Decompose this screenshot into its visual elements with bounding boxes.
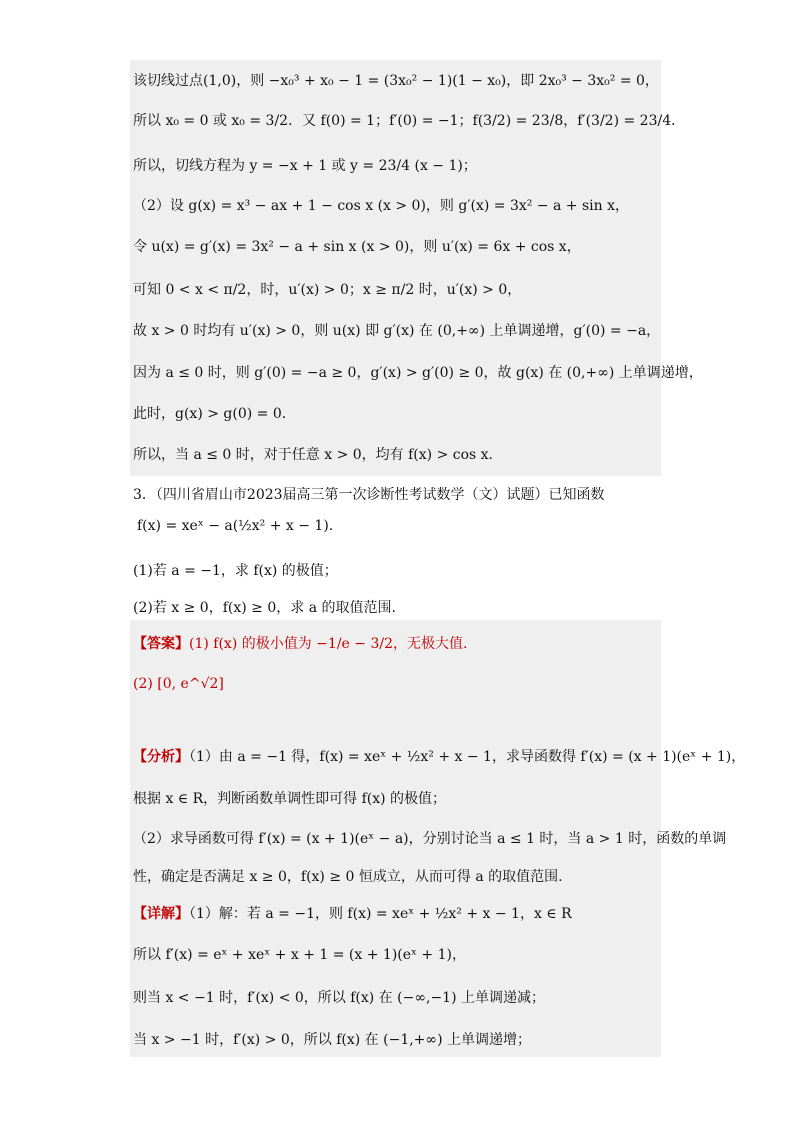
question-2: (2)若 x ≥ 0，f(x) ≥ 0，求 a 的取值范围. xyxy=(133,600,396,616)
solution-line-6: 可知 0 < x < π/2，时，u′(x) > 0；x ≥ π/2 时，u′(x) > 0， xyxy=(133,282,522,298)
detail-line-3: 则当 x < −1 时，f′(x) < 0，所以 f(x) 在 (−∞,−1) 上单调递减； xyxy=(133,990,545,1006)
solution-line-9: 此时，g(x) > g(0) = 0． xyxy=(133,406,296,422)
answer-line-2: (2) [0, e^√2] xyxy=(133,676,224,692)
detail-line-2: 所以 f′(x) = eˣ + xeˣ + x + 1 = (x + 1)(eˣ + 1)， xyxy=(133,947,466,963)
analysis-line-2: 根据 x ∈ R，判断函数单调性即可得 f(x) 的极值； xyxy=(133,791,447,807)
detail-tag: 【详解】 xyxy=(133,906,189,922)
answer-part-1: (1) f(x) 的极小值为 −1/e − 3/2，无极大值. xyxy=(189,636,468,652)
solution-line-1: 该切线过点(1,0)，则 −x₀³ + x₀ − 1 = (3x₀² − 1)(1 − x₀)，即 2x₀³ − 3x₀² = 0， xyxy=(133,73,659,89)
solution-line-4: （2）设 g(x) = x³ − ax + 1 − cos x (x > 0)，则 g′(x) = 3x² − a + sin x， xyxy=(133,198,630,214)
analysis-line-3: （2）求导函数可得 f′(x) = (x + 1)(eˣ − a)，分别讨论当 a ≤ 1 时，当 a > 1 时，函数的单调 xyxy=(133,831,727,847)
detail-line-4: 当 x > −1 时，f′(x) > 0，所以 f(x) 在 (−1,+∞) 上单调递增； xyxy=(133,1032,531,1048)
analysis-tag: 【分析】 xyxy=(133,749,189,765)
solution-line-5: 令 u(x) = g′(x) = 3x² − a + sin x (x > 0)，则 u′(x) = 6x + cos x， xyxy=(133,239,581,255)
answer-line-1 xyxy=(133,635,467,653)
analysis-line-1 xyxy=(133,748,745,766)
problem-header: 3．（四川省眉山市2023届高三第一次诊断性考试数学（文）试题）已知函数 xyxy=(133,487,605,503)
answer-tag: 【答案】 xyxy=(133,636,189,652)
analysis-line-4: 性，确定是否满足 x ≥ 0，f(x) ≥ 0 恒成立，从而可得 a 的取值范围. xyxy=(133,869,563,885)
solution-line-2: 所以 x₀ = 0 或 x₀ = 3/2．又 f(0) = 1；f′(0) = −1；f(3/2) = 23/8，f′(3/2) = 23/4． xyxy=(133,113,686,129)
solution-line-10: 所以，当 a ≤ 0 时，对于任意 x > 0，均有 f(x) > cos x． xyxy=(133,447,503,463)
question-1: (1)若 a = −1，求 f(x) 的极值； xyxy=(133,563,338,579)
solution-line-3: 所以，切线方程为 y = −x + 1 或 y = 23/4 (x − 1)； xyxy=(133,158,477,174)
problem-function: f(x) = xeˣ − a(½x² + x − 1). xyxy=(137,518,334,534)
detail-text-1: （1）解：若 a = −1，则 f(x) = xeˣ + ½x² + x − 1，x ∈ R xyxy=(189,906,572,922)
solution-line-8: 因为 a ≤ 0 时，则 g′(0) = −a ≥ 0，g′(x) > g′(0) ≥ 0，故 g(x) 在 (0,+∞) 上单调递增， xyxy=(133,365,703,381)
detail-line-1 xyxy=(133,905,572,923)
solution-line-7: 故 x > 0 时均有 u′(x) > 0，则 u(x) 即 g′(x) 在 (0,+∞) 上单调递增，g′(0) = −a， xyxy=(133,323,661,339)
analysis-text-1: （1）由 a = −1 得，f(x) = xeˣ + ½x² + x − 1，求导函数得 f′(x) = (x + 1)(eˣ + 1)， xyxy=(189,749,746,765)
